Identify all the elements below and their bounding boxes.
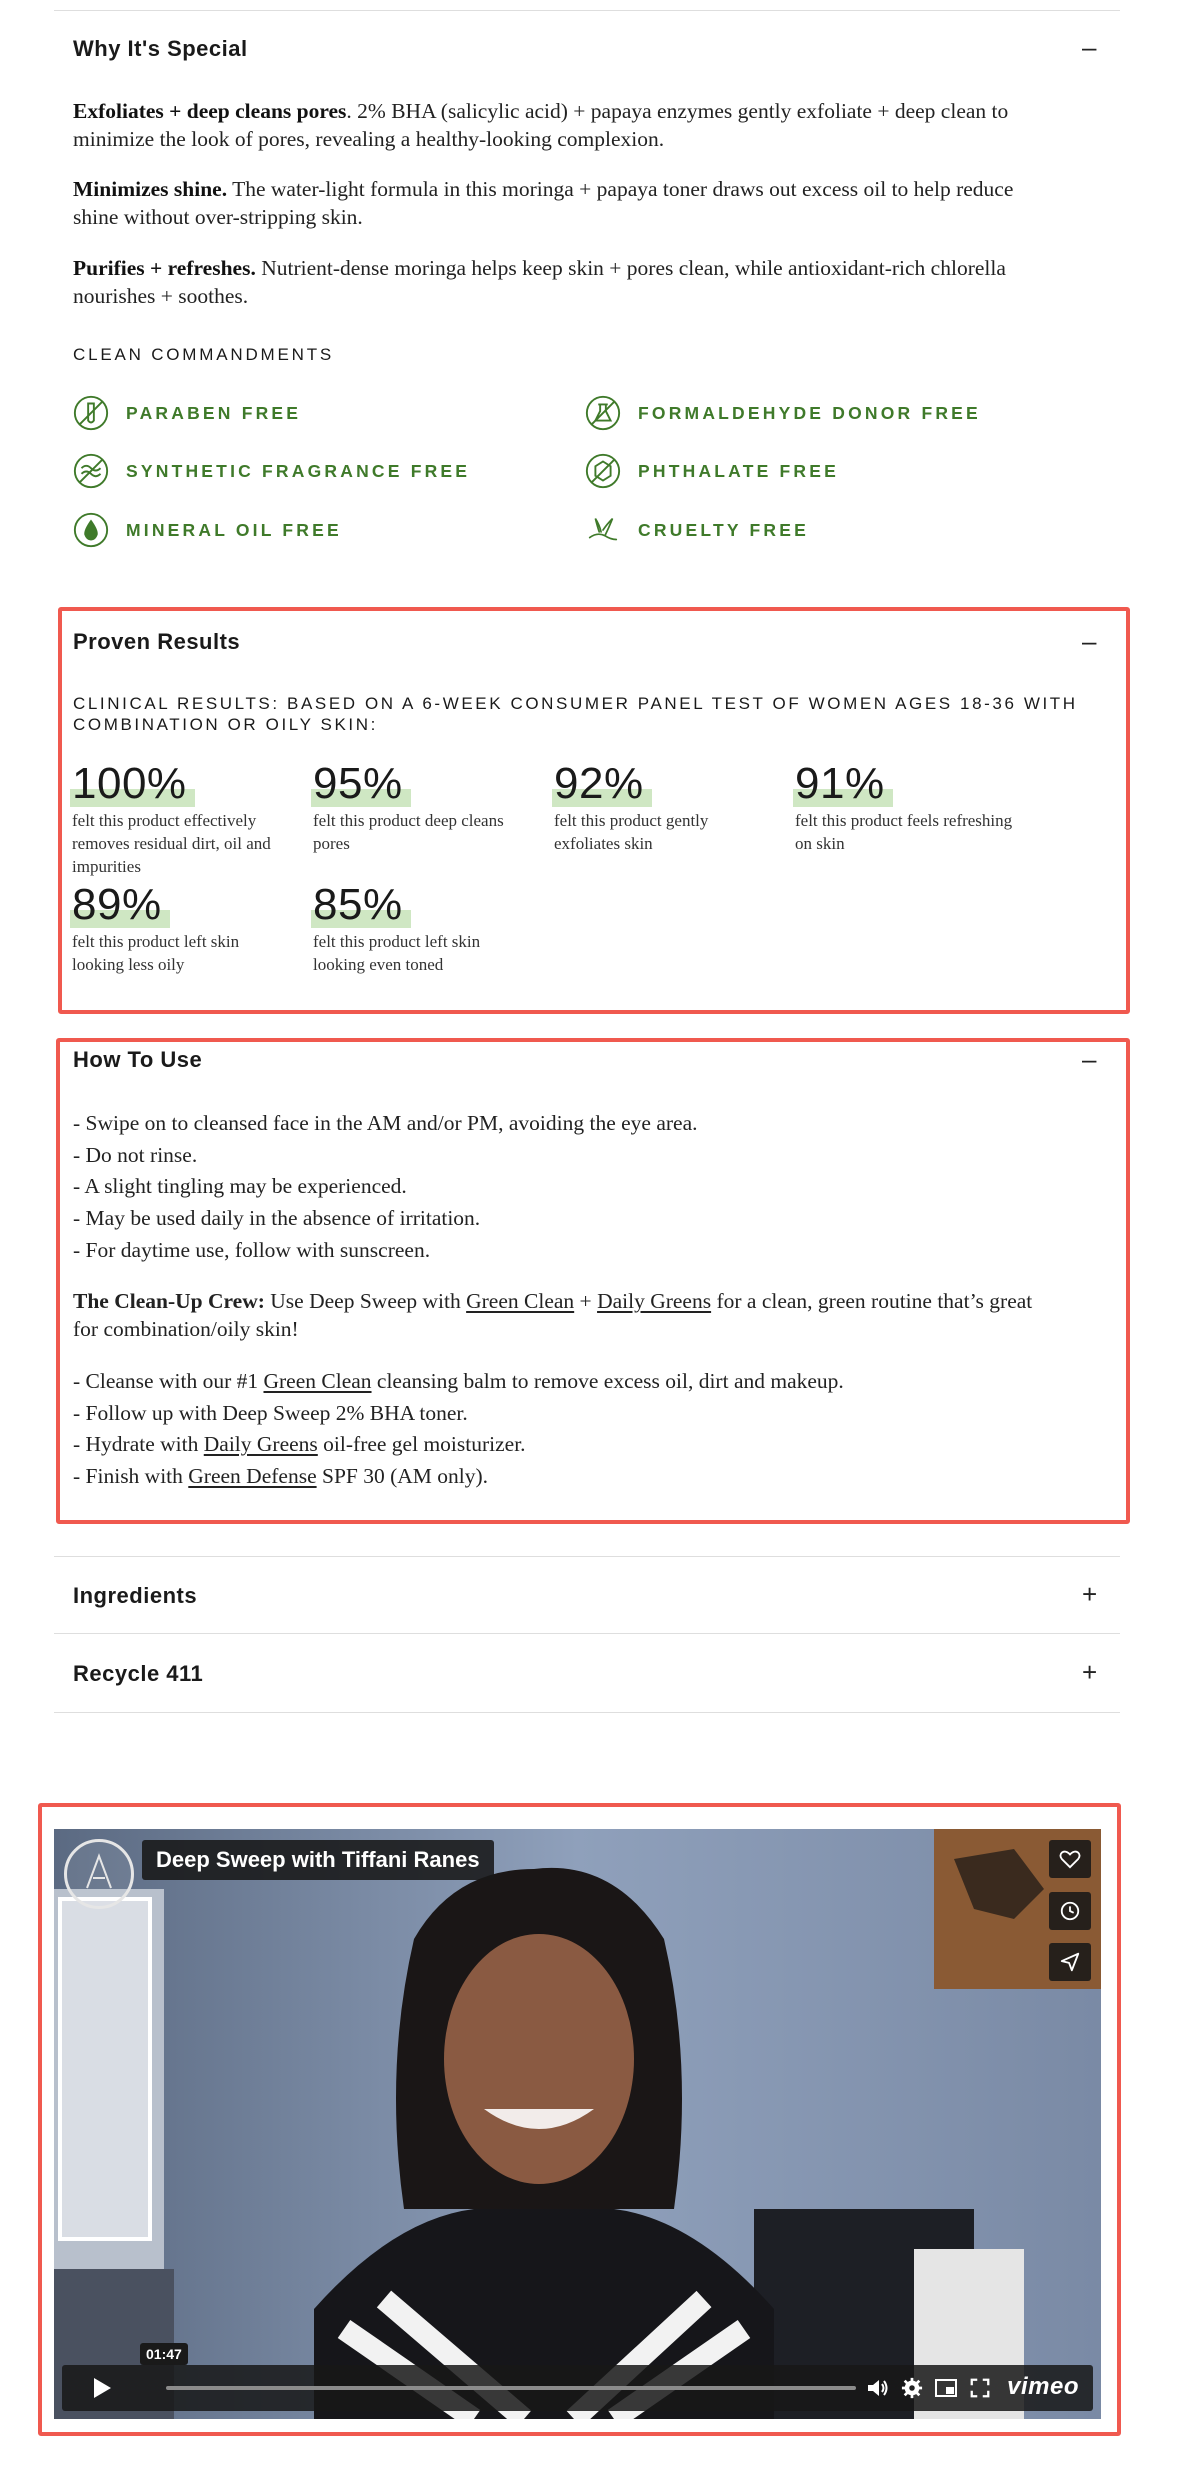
share-button[interactable] bbox=[1049, 1943, 1091, 1981]
why-special-title[interactable]: Why It's Special bbox=[73, 36, 248, 61]
stat-description: felt this product deep cleans pores bbox=[313, 811, 504, 853]
commandment-label: FORMALDEHYDE DONOR FREE bbox=[638, 402, 981, 423]
video-player[interactable] bbox=[54, 1829, 1101, 2419]
green-clean-link[interactable]: Green Clean bbox=[263, 1369, 372, 1393]
crew-lead: The Clean-Up Crew: bbox=[73, 1289, 265, 1313]
usage-step: - May be used daily in the absence of irritation. bbox=[73, 1206, 481, 1230]
benefit-lead: Minimizes shine. bbox=[73, 177, 228, 201]
commandment-label: PARABEN FREE bbox=[126, 402, 302, 423]
stat-item bbox=[72, 761, 292, 878]
how-to-use-collapse-toggle[interactable]: – bbox=[1082, 1044, 1097, 1074]
stat-description: felt this product gently exfoliates skin bbox=[554, 811, 709, 853]
recycle-expand-toggle[interactable]: + bbox=[1082, 1657, 1098, 1687]
proven-results-collapse-toggle[interactable]: – bbox=[1082, 626, 1097, 656]
usage-step: - A slight tingling may be experienced. bbox=[73, 1174, 407, 1198]
stat-item bbox=[313, 761, 533, 855]
phthalate-free-icon bbox=[584, 452, 622, 490]
settings-gear-icon[interactable] bbox=[900, 2377, 924, 2399]
routine-step bbox=[73, 1462, 1073, 1490]
volume-icon[interactable] bbox=[866, 2377, 890, 2399]
commandment-paraben-free bbox=[72, 393, 301, 433]
benefit-paragraph bbox=[73, 254, 1053, 310]
proven-results-title[interactable]: Proven Results bbox=[73, 629, 241, 654]
divider bbox=[54, 1633, 1120, 1634]
send-icon bbox=[1059, 1951, 1081, 1973]
ingredients-expand-toggle[interactable]: + bbox=[1082, 1579, 1098, 1609]
green-clean-link[interactable]: Green Clean bbox=[466, 1289, 575, 1313]
routine-text: - Cleanse with our #1 bbox=[73, 1369, 264, 1393]
routine-text: oil-free gel moisturizer. bbox=[317, 1432, 526, 1456]
routine-step bbox=[73, 1430, 1073, 1458]
stat-item bbox=[72, 882, 292, 976]
usage-step: - For daytime use, follow with sunscreen. bbox=[73, 1238, 431, 1262]
fragrance-free-icon bbox=[72, 452, 110, 490]
commandment-label: MINERAL OIL FREE bbox=[126, 519, 342, 540]
benefit-paragraph bbox=[73, 97, 1053, 153]
stat-value: 100% bbox=[72, 761, 187, 807]
video-title[interactable]: Deep Sweep with Tiffani Ranes bbox=[142, 1840, 494, 1880]
crew-text: Use Deep Sweep with bbox=[264, 1289, 467, 1313]
commandment-label: CRUELTY FREE bbox=[638, 519, 809, 540]
commandment-formaldehyde-free bbox=[584, 393, 981, 433]
heart-icon bbox=[1059, 1849, 1081, 1869]
clock-icon bbox=[1059, 1900, 1081, 1922]
commandment-cruelty-free bbox=[584, 510, 809, 550]
divider bbox=[54, 1712, 1120, 1713]
stat-value: 91% bbox=[795, 761, 885, 807]
commandment-fragrance-free bbox=[72, 451, 470, 491]
stat-description: felt this product effectively removes residual dirt, oil and impurities bbox=[72, 811, 271, 876]
stat-value: 85% bbox=[313, 882, 403, 928]
picture-in-picture-icon[interactable] bbox=[934, 2377, 958, 2399]
stat-description: felt this product left skin looking even toned bbox=[313, 932, 481, 974]
like-button[interactable] bbox=[1049, 1840, 1091, 1878]
green-defense-link[interactable]: Green Defense bbox=[188, 1464, 317, 1488]
commandment-mineral-oil-free bbox=[72, 510, 342, 550]
play-icon bbox=[92, 2377, 112, 2399]
ingredients-title[interactable]: Ingredients bbox=[73, 1583, 198, 1608]
daily-greens-link[interactable]: Daily Greens bbox=[203, 1432, 318, 1456]
stat-value: 92% bbox=[554, 761, 644, 807]
commandment-label: SYNTHETIC FRAGRANCE FREE bbox=[126, 460, 471, 481]
stat-item bbox=[554, 761, 774, 855]
channel-logo-icon[interactable] bbox=[64, 1839, 134, 1909]
bunny-icon bbox=[584, 511, 622, 549]
why-special-collapse-toggle[interactable]: – bbox=[1082, 32, 1097, 62]
routine-text: SPF 30 (AM only). bbox=[316, 1464, 489, 1488]
clinical-results-text: CLINICAL RESULTS: BASED ON A 6-WEEK CONSUMER PANEL TEST OF WOMEN AGES 18-36 WITH COMBINATION OR OILY SKIN: bbox=[73, 694, 1078, 734]
formaldehyde-free-icon bbox=[584, 394, 622, 432]
usage-step: - Do not rinse. bbox=[73, 1143, 198, 1167]
benefit-lead: Purifies + refreshes. bbox=[73, 256, 256, 280]
video-frame-image bbox=[54, 1829, 1101, 2419]
benefit-text: Nutrient-dense moringa helps keep skin + pores clean, while antioxidant-rich chlorella nourishes + soothes. bbox=[73, 256, 1006, 308]
recycle-title[interactable]: Recycle 411 bbox=[73, 1661, 204, 1686]
mineral-oil-free-icon bbox=[72, 511, 110, 549]
progress-bar[interactable] bbox=[166, 2386, 856, 2390]
benefit-text: . 2% BHA (salicylic acid) + papaya enzymes gently exfoliate + deep clean to minimize the look of pores, revealing a healthy-looking complexion. bbox=[73, 99, 1009, 151]
commandment-phthalate-free bbox=[584, 451, 839, 491]
routine-text: - Hydrate with bbox=[73, 1432, 204, 1456]
play-button[interactable] bbox=[70, 2369, 134, 2407]
commandment-label: PHTHALATE FREE bbox=[638, 460, 840, 481]
routine-text: - Follow up with Deep Sweep 2% BHA toner. bbox=[73, 1401, 468, 1425]
stat-description: felt this product feels refreshing on skin bbox=[795, 811, 1013, 853]
clean-up-crew-paragraph bbox=[73, 1287, 1033, 1343]
routine-text: - Finish with bbox=[73, 1464, 189, 1488]
routine-step bbox=[73, 1399, 1073, 1427]
benefit-paragraph bbox=[73, 175, 1053, 231]
benefit-text: The water-light formula in this moringa + papaya toner draws out excess oil to help reduce shine without over-stripping skin. bbox=[73, 177, 1014, 229]
divider bbox=[54, 1556, 1120, 1557]
player-controls bbox=[62, 2365, 1093, 2411]
top-divider bbox=[54, 10, 1120, 11]
daily-greens-link[interactable]: Daily Greens bbox=[597, 1289, 712, 1313]
usage-step: - Swipe on to cleansed face in the AM and/or PM, avoiding the eye area. bbox=[73, 1111, 698, 1135]
fullscreen-icon[interactable] bbox=[968, 2377, 992, 2399]
hover-time-tooltip: 01:47 bbox=[140, 2343, 188, 2365]
stat-value: 89% bbox=[72, 882, 162, 928]
watch-later-button[interactable] bbox=[1049, 1892, 1091, 1930]
stat-description: felt this product left skin looking less oily bbox=[72, 932, 240, 974]
routine-text: cleansing balm to remove excess oil, dirt and makeup. bbox=[371, 1369, 844, 1393]
crew-text: for a clean, green routine that’s great for combination/oily skin! bbox=[73, 1289, 1033, 1341]
how-to-use-title[interactable]: How To Use bbox=[73, 1047, 203, 1072]
stat-item bbox=[313, 882, 533, 976]
benefit-lead: Exfoliates + deep cleans pores bbox=[73, 99, 347, 123]
stat-item bbox=[795, 761, 1015, 855]
clean-commandments-heading: CLEAN COMMANDMENTS bbox=[73, 345, 335, 364]
vimeo-logo[interactable]: vimeo bbox=[1007, 2373, 1079, 2400]
crew-text: + bbox=[574, 1289, 598, 1313]
paraben-free-icon bbox=[72, 394, 110, 432]
stat-value: 95% bbox=[313, 761, 403, 807]
routine-step bbox=[73, 1367, 1073, 1395]
